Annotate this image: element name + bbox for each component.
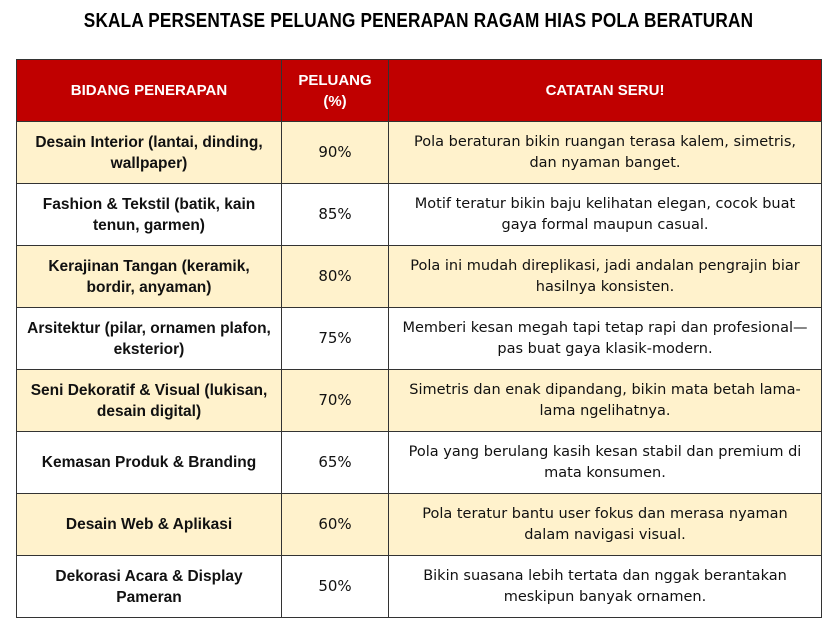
table-row: [17, 246, 822, 308]
cell-percentage: 80%: [282, 246, 389, 308]
table-row: [17, 556, 822, 618]
cell-area: Kerajinan Tangan (keramik, bordir, anyaman): [17, 246, 282, 308]
table-row: [17, 184, 822, 246]
cell-area: Dekorasi Acara & Display Pameran: [17, 556, 282, 618]
column-header-area: BIDANG PENERAPAN: [17, 60, 282, 122]
cell-area: Desain Interior (lantai, dinding, wallpaper): [17, 122, 282, 184]
cell-note: Simetris dan enak dipandang, bikin mata betah lama-lama ngelihatnya.: [389, 370, 822, 432]
cell-note: Motif teratur bikin baju kelihatan elegan, cocok buat gaya formal maupun casual.: [389, 184, 822, 246]
cell-note: Memberi kesan megah tapi tetap rapi dan profesional—pas buat gaya klasik-modern.: [389, 308, 822, 370]
cell-note: Pola teratur bantu user fokus dan merasa nyaman dalam navigasi visual.: [389, 494, 822, 556]
cell-area: Fashion & Tekstil (batik, kain tenun, garmen): [17, 184, 282, 246]
cell-percentage: 60%: [282, 494, 389, 556]
cell-percentage: 70%: [282, 370, 389, 432]
table-row: [17, 494, 822, 556]
opportunity-table: [16, 59, 822, 618]
cell-note: Pola beraturan bikin ruangan terasa kalem, simetris, dan nyaman banget.: [389, 122, 822, 184]
cell-percentage: 90%: [282, 122, 389, 184]
column-header-percentage-line1: PELUANG: [298, 71, 372, 89]
table-row: [17, 432, 822, 494]
cell-note: Pola ini mudah direplikasi, jadi andalan pengrajin biar hasilnya konsisten.: [389, 246, 822, 308]
cell-note: Pola yang berulang kasih kesan stabil dan premium di mata konsumen.: [389, 432, 822, 494]
table-row: [17, 370, 822, 432]
cell-percentage: 65%: [282, 432, 389, 494]
cell-percentage: 85%: [282, 184, 389, 246]
cell-area: Seni Dekoratif & Visual (lukisan, desain digital): [17, 370, 282, 432]
column-header-percentage: [282, 60, 389, 122]
table-row: [17, 308, 822, 370]
column-header-percentage-line2: (%): [323, 92, 347, 110]
page-title: SKALA PERSENTASE PELUANG PENERAPAN RAGAM HIAS POLA BERATURAN: [83, 10, 754, 32]
column-header-note: CATATAN SERU!: [389, 60, 822, 122]
cell-percentage: 50%: [282, 556, 389, 618]
cell-area: Desain Web & Aplikasi: [17, 494, 282, 556]
cell-note: Bikin suasana lebih tertata dan nggak berantakan meskipun banyak ornamen.: [389, 556, 822, 618]
table-row: [17, 122, 822, 184]
cell-area: Kemasan Produk & Branding: [17, 432, 282, 494]
cell-percentage: 75%: [282, 308, 389, 370]
cell-area: Arsitektur (pilar, ornamen plafon, eksterior): [17, 308, 282, 370]
table-header-row: [17, 60, 822, 122]
